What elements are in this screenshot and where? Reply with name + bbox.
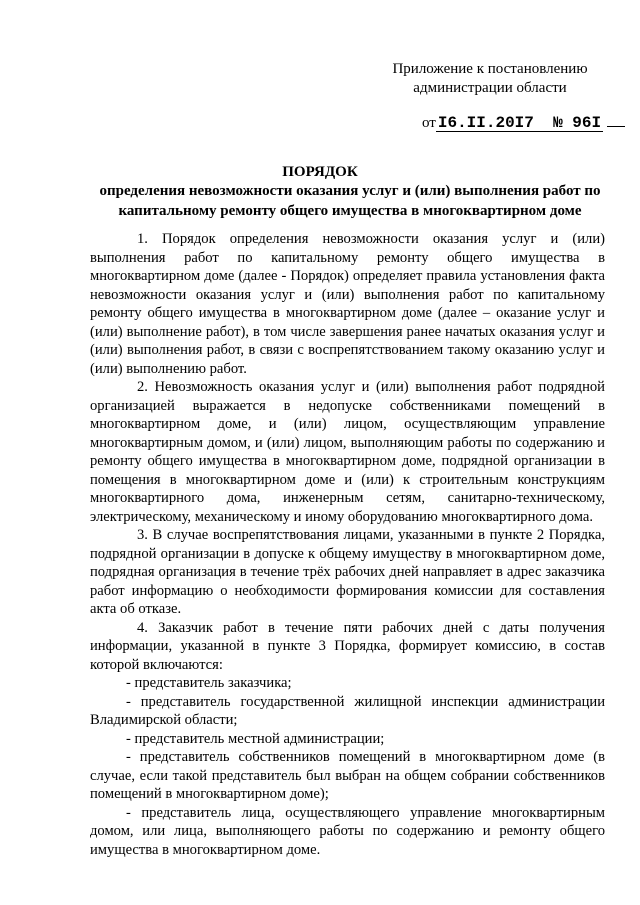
paragraph-4: 4. Заказчик работ в течение пяти рабочих дней с даты получения информации, указанной в пункте 3 Порядка, формирует комиссию, в состав которой включаются:	[90, 619, 605, 673]
order-underline-blank	[607, 114, 625, 127]
appendix-line-1: Приложение к постановлению	[392, 61, 588, 77]
appendix-note	[370, 60, 610, 98]
document-title: ПОРЯДОК	[282, 164, 358, 180]
list-item: - представитель местной администрации;	[126, 730, 385, 747]
order-number-sign: №	[553, 114, 563, 132]
order-reference	[422, 114, 612, 132]
list-item: - представитель собственников помещений в многоквартирном доме (в случае, если такой представитель был выбран на общем собрании собственников помещений в многоквартирном доме);	[90, 749, 605, 802]
list-item: - представитель заказчика;	[126, 675, 292, 691]
order-date: I6.II.20I7	[437, 114, 534, 132]
order-number: 96I	[572, 114, 602, 132]
appendix-line-2: администрации области	[413, 80, 567, 96]
order-prefix: от	[422, 115, 436, 131]
paragraph-1: 1. Порядок определения невозможности оказания услуг и (или) выполнения работ по капитальному ремонту общего имущества в многоквартирном доме (далее - Порядок) определяет правила установления факта невозможности оказания услуг и (или) выполнения работ по капитальному ремонту общего имущества в многоквартирном доме (далее – оказание услуг и (или) выполнение работ), в том числе завершения ранее начатых оказания услуг и (или) выполнения работ, в связи с воспрепятствованием такому оказанию услуг и (или) выполнению работ.	[90, 231, 605, 377]
order-date-handwritten	[436, 115, 603, 132]
list-item: - представитель лица, осуществляющего управление многоквартирным домом, или лица, выполняющего работы по содержанию и ремонту общего имущества в многоквартирном доме.	[90, 804, 605, 858]
paragraph-3: 3. В случае воспрепятствования лицами, указанными в пункте 2 Порядка, подрядной организации в допуске к общему имуществу в многоквартирном доме, подрядная организация в течение трёх рабочих дней направляет в адрес заказчика работ информацию о необходимости формирования комиссии для составления акта об отказе.	[90, 527, 605, 617]
list-item: - представитель государственной жилищной инспекции администрации Владимирской области;	[90, 693, 605, 728]
document-body	[90, 230, 605, 859]
paragraph-2: 2. Невозможность оказания услуг и (или) выполнения работ подрядной организацией выражается в недопуске собственниками помещений в многоквартирном доме, и (или) лицом, осуществляющим управление многоквартирным домом, и (или) лицом, выполняющим работы по содержанию и ремонту общего имущества в многоквартирном доме, подрядной организации в помещения в многоквартирном доме и (или) к строительным конструкциям многоквартирного дома, инженерным сетям, санитарно-техническому, электрическому, механическому и иному оборудованию многоквартирного дома.	[90, 379, 605, 525]
document-subtitle: определения невозможности оказания услуг и (или) выполнения работ по капитальному ремонту общего имущества в многоквартирном доме	[99, 183, 601, 219]
